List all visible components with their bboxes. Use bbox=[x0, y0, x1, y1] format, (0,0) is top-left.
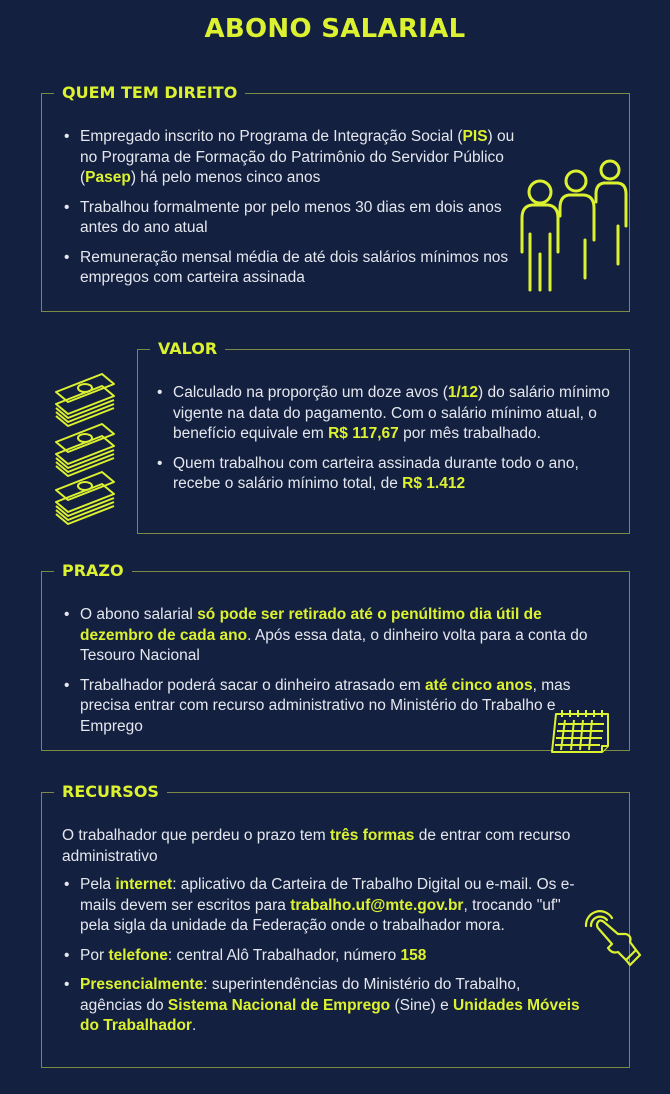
page-title: ABONO SALARIAL bbox=[204, 14, 466, 44]
list-item bbox=[62, 127, 522, 189]
section-recursos bbox=[41, 782, 630, 1068]
body-text: , mas precisa entrar com recurso administrativo no Ministério do Trabalho e Emprego bbox=[80, 676, 571, 735]
body-text: (Sine) e bbox=[390, 996, 454, 1014]
body-text: Trabalhou formalmente por pelo menos 30 dias em dois anos antes do ano atual bbox=[80, 198, 502, 236]
bullet-list bbox=[62, 875, 582, 1046]
list-item bbox=[62, 198, 522, 239]
body-text: Por bbox=[80, 946, 109, 964]
body-text: Trabalhador poderá sacar o dinheiro atrasado em bbox=[80, 676, 425, 694]
body-text: por mês trabalhado. bbox=[398, 425, 541, 442]
body-text: de entrar com recurso administrativo bbox=[62, 827, 571, 865]
list-item bbox=[62, 605, 592, 667]
list-item bbox=[62, 975, 582, 1037]
list-item bbox=[155, 383, 610, 445]
touch-hand-icon bbox=[578, 904, 644, 968]
bullet-list bbox=[62, 127, 522, 298]
section-prazo bbox=[41, 561, 630, 751]
body-text: O abono salarial bbox=[80, 606, 198, 623]
section-title: PRAZO bbox=[54, 561, 132, 581]
body-text: . Após essa data, o dinheiro volta para a conta do Tesouro Nacional bbox=[80, 626, 588, 664]
section-valor bbox=[137, 339, 630, 534]
highlight-text: Unidades Móveis do Trabalhador bbox=[80, 996, 580, 1034]
body-text: : central Alô Trabalhador, número bbox=[167, 946, 401, 964]
list-item bbox=[155, 454, 610, 495]
body-text: : superintendências do Ministério do Trabalho, agências do bbox=[80, 976, 521, 1014]
highlight-text: 158 bbox=[400, 946, 427, 964]
body-text: , trocando "uf" pela sigla da unidade da Federação onde o trabalhador mora. bbox=[80, 896, 561, 934]
recursos-intro bbox=[62, 826, 587, 867]
highlight-text: Pasep bbox=[85, 169, 131, 186]
list-item bbox=[62, 946, 582, 967]
body-text: . bbox=[191, 1017, 197, 1034]
body-text: Calculado na proporção um doze avos ( bbox=[173, 384, 448, 401]
bullet-list bbox=[62, 605, 592, 746]
highlight-text: internet bbox=[115, 876, 173, 893]
list-item bbox=[62, 248, 522, 289]
section-title: QUEM TEM DIREITO bbox=[54, 83, 245, 103]
body-text: Quem trabalhou com carteira assinada durante todo o ano, recebe o salário mínimo total, de bbox=[173, 454, 579, 492]
list-item bbox=[62, 676, 592, 738]
body-text: : aplicativo da Carteira de Trabalho Digital ou e-mail. Os e-mails devem ser escritos para bbox=[80, 876, 575, 914]
body-text: ) do salário mínimo vigente na data do pagamento. Com o salário mínimo atual, o benefício equivale em bbox=[173, 384, 610, 442]
body-text: Empregado inscrito no Programa de Integração Social ( bbox=[80, 128, 463, 145]
highlight-text: PIS bbox=[462, 128, 488, 145]
body-text: ) há pelo menos cinco anos bbox=[130, 169, 321, 186]
highlight-text: R$ 1.412 bbox=[402, 475, 466, 492]
money-stack-icon bbox=[52, 366, 118, 526]
body-text: O trabalhador que perdeu o prazo tem bbox=[62, 827, 330, 844]
body-text: Remuneração mensal média de até dois salários mínimos nos empregos com carteira assinada bbox=[80, 248, 509, 286]
highlight-text: só pode ser retirado até o penúltimo dia útil de dezembro de cada ano bbox=[80, 606, 542, 644]
people-icon bbox=[514, 154, 634, 294]
highlight-text: telefone bbox=[108, 946, 168, 964]
highlight-text: Presencialmente bbox=[80, 976, 204, 993]
highlight-text: R$ 117,67 bbox=[328, 425, 399, 442]
bullet-list bbox=[155, 383, 610, 504]
list-item bbox=[62, 875, 582, 937]
section-title: RECURSOS bbox=[54, 782, 167, 802]
section-title: VALOR bbox=[150, 339, 225, 359]
highlight-text: Sistema Nacional de Emprego bbox=[167, 996, 391, 1014]
calendar-icon bbox=[550, 706, 614, 756]
body-text: Pela bbox=[80, 876, 116, 893]
highlight-text: três formas bbox=[329, 827, 415, 844]
highlight-text: 1/12 bbox=[447, 384, 479, 401]
highlight-text: até cinco anos bbox=[424, 676, 533, 694]
body-text: ) ou no Programa de Formação do Patrimônio do Servidor Público ( bbox=[80, 128, 515, 186]
highlight-text: trabalho.uf@mte.gov.br bbox=[290, 896, 464, 914]
